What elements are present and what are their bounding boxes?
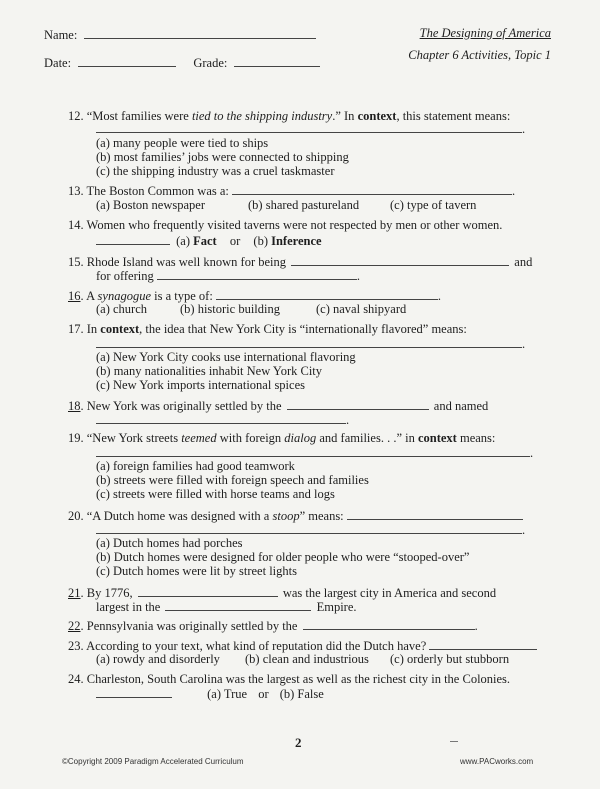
option-16c: (c) naval shipyard [316, 302, 407, 316]
option-23a: (a) rowdy and disorderly [96, 652, 220, 666]
date-label: Date: [44, 56, 72, 70]
date-blank[interactable] [78, 55, 176, 67]
question-19: 19. “New York streets teemed with foreign dialog and families. . .” in context means: [68, 431, 496, 445]
answer-blank-23[interactable] [429, 638, 537, 650]
question-22: 22. Pennsylvania was originally settled by the . [68, 619, 478, 633]
option-13a: (a) Boston newspaper [96, 198, 205, 212]
option-20b: (b) Dutch homes were designed for older people who were “stooped-over” [96, 550, 470, 564]
page-number: 2 [295, 735, 302, 750]
option-23c: (c) orderly but stubborn [390, 652, 510, 666]
grade-label: Grade: [193, 56, 228, 70]
answer-blank-15b[interactable] [157, 268, 357, 280]
question-17: 17. In context, the idea that New York City is “internationally flavored” means: [68, 322, 467, 336]
name-blank[interactable] [84, 27, 316, 39]
question-18: 18. New York was originally settled by the and named [68, 399, 489, 413]
option-19c: (c) streets were filled with horse teams and logs [96, 487, 335, 501]
answer-blank-16[interactable] [216, 288, 438, 300]
answer-blank-21a[interactable] [138, 585, 278, 597]
answer-blank-15a[interactable] [291, 254, 509, 266]
option-17b: (b) many nationalities inhabit New York City [96, 364, 323, 378]
option-20a: (a) Dutch homes had porches [96, 536, 243, 550]
option-20c: (c) Dutch homes were lit by street lights [96, 564, 297, 578]
chapter-label: Chapter 6 Activities, Topic 1 [408, 48, 551, 62]
date-row [44, 55, 320, 70]
answer-blank-20b[interactable]: . [96, 522, 525, 537]
option-19b: (b) streets were filled with foreign speech and families [96, 473, 369, 487]
answer-blank-12[interactable]: . [96, 121, 525, 136]
answer-blank-18a[interactable] [287, 398, 429, 410]
answer-blank-17[interactable]: . [96, 336, 525, 351]
grade-blank[interactable] [234, 55, 320, 67]
option-13b: (b) shared pastureland [248, 198, 360, 212]
option-17c: (c) New York imports international spices [96, 378, 305, 392]
question-16: 16. A synagogue is a type of: . [68, 289, 442, 303]
answer-blank-18b[interactable]: . [96, 412, 349, 427]
copyright-text: ©Copyright 2009 Paradigm Accelerated Curriculum [62, 757, 244, 766]
answer-blank-21b[interactable] [165, 599, 311, 611]
name-row [44, 27, 316, 42]
answer-row-14: (a) Fact or (b) Inference [96, 233, 322, 248]
option-12b: (b) most families’ jobs were connected to shipping [96, 150, 349, 164]
option-12a: (a) many people were tied to ships [96, 136, 269, 150]
question-20: 20. “A Dutch home was designed with a stoop” means: [68, 508, 523, 523]
question-23: 23. According to your text, what kind of reputation did the Dutch have? [68, 638, 537, 653]
question-21: 21. By 1776, was the largest city in America and second [68, 586, 497, 600]
option-12c: (c) the shipping industry was a cruel taskmaster [96, 164, 335, 178]
option-13c: (c) type of tavern [390, 198, 477, 212]
option-19a: (a) foreign families had good teamwork [96, 459, 295, 473]
website-link[interactable]: www.PACworks.com [460, 757, 534, 766]
answer-blank-14[interactable] [96, 233, 170, 245]
answer-blank-20a[interactable] [347, 508, 523, 520]
question-12: 12. “Most families were tied to the shipping industry.” In context, this statement means: [68, 109, 511, 123]
answer-blank-24[interactable] [96, 686, 172, 698]
question-14: 14. Women who frequently visited taverns were not respected by men or other women. [68, 218, 503, 232]
scan-mark [450, 741, 458, 742]
question-15-line2: for offering . [96, 269, 360, 283]
book-title: The Designing of America [419, 26, 551, 40]
option-16a: (a) church [96, 302, 148, 316]
answer-blank-19[interactable]: . [96, 445, 533, 460]
answer-row-24: (a) True or (b) False [96, 686, 324, 701]
question-13: 13. The Boston Common was a: . [68, 184, 516, 198]
question-21-line2: largest in the Empire. [96, 600, 357, 614]
question-15: 15. Rhode Island was well known for being and [68, 255, 533, 269]
answer-blank-13[interactable] [232, 183, 512, 195]
option-23b: (b) clean and industrious [245, 652, 369, 666]
answer-blank-22[interactable] [303, 618, 475, 630]
option-17a: (a) New York City cooks use international flavoring [96, 350, 356, 364]
option-16b: (b) historic building [180, 302, 280, 316]
name-label: Name: [44, 28, 78, 42]
question-24: 24. Charleston, South Carolina was the largest as well as the richest city in the Colonies. [68, 672, 511, 686]
